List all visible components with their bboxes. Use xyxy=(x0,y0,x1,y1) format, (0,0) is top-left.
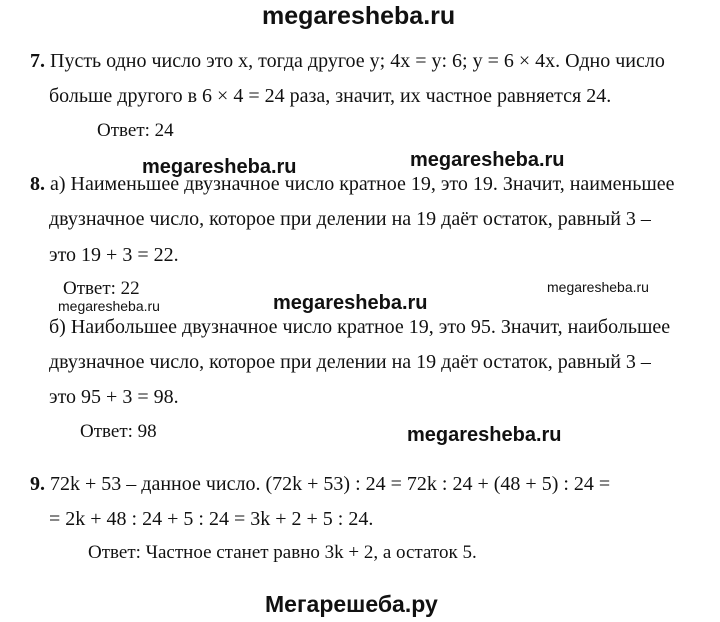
problem-8b-line-3: это 95 + 3 = 98. xyxy=(49,386,179,408)
problem-7-answer: Ответ: 24 xyxy=(97,120,174,141)
problem-8b-answer: Ответ: 98 xyxy=(80,421,157,442)
problem-9-answer: Ответ: Частное станет равно 3k + 2, а остаток 5. xyxy=(88,542,477,563)
watermark: megaresheba.ru xyxy=(142,156,297,178)
problem-9-line-1 xyxy=(30,474,610,494)
problem-8b-line-2: двузначное число, которое при делении на 19 даёт остаток, равный 3 – xyxy=(49,351,651,373)
problem-7-line-2: больше другого в 6 × 4 = 24 раза, значит, их частное равняется 24. xyxy=(49,85,612,107)
watermark-small: megaresheba.ru xyxy=(58,298,160,314)
problem-9-number: 9. xyxy=(30,473,45,495)
watermark-small: megaresheba.ru xyxy=(547,279,649,295)
problem-7-number: 7. xyxy=(30,50,45,72)
problem-7-text-1: Пусть одно число это x, тогда другое y; 4x = y: 6; y = 6 × 4x. Одно число xyxy=(50,50,665,72)
problem-8-number: 8. xyxy=(30,173,45,195)
problem-9-text-1: 72k + 53 – данное число. (72k + 53) : 24 = 72k : 24 + (48 + 5) : 24 = xyxy=(50,473,611,495)
problem-8b-line-1: б) Наибольшее двузначное число кратное 19, это 95. Значит, наибольшее xyxy=(49,316,671,338)
problem-7-line-1 xyxy=(30,51,665,71)
watermark: megaresheba.ru xyxy=(407,424,562,446)
header-site-title: megaresheba.ru xyxy=(262,2,456,30)
problem-8-line-1 xyxy=(30,174,674,194)
problem-8a-text-1: а) Наименьшее двузначное число кратное 19, это 19. Значит, наименьшее xyxy=(50,173,675,195)
problem-8a-line-3: это 19 + 3 = 22. xyxy=(49,244,179,266)
problem-9-line-2: = 2k + 48 : 24 + 5 : 24 = 3k + 2 + 5 : 24. xyxy=(49,508,374,530)
problem-8a-answer: Ответ: 22 xyxy=(63,278,140,299)
watermark: megaresheba.ru xyxy=(273,292,428,314)
watermark: megaresheba.ru xyxy=(410,149,565,171)
footer-site-title: Мегарешеба.ру xyxy=(265,591,438,617)
problem-8a-line-2: двузначное число, которое при делении на 19 даёт остаток, равный 3 – xyxy=(49,208,651,230)
